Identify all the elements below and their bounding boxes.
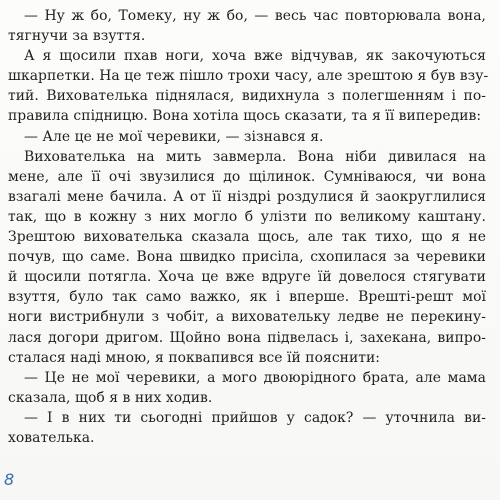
text-line: правила спідницю. Вона хотіла щось сказати, та я її випередив:	[8, 108, 482, 125]
text-line: лася догори дригом. Щойно вона підвелась і, захекана, випро-	[8, 329, 486, 346]
text-line: ноги вистрибнули з чобіт, а виховательку ледве не перекину-	[8, 309, 486, 326]
text-line: — Але це не мої черевики, — зізнався я.	[24, 128, 324, 145]
text-line: тий. Вихователька піднялася, видихнула з полегшенням і по-	[8, 88, 486, 105]
text-line: сказала, щоб я в них ходив.	[8, 389, 213, 406]
text-line: хователька.	[8, 429, 95, 446]
text-line: сталася наді мною, я поквапився все їй пояснити:	[8, 349, 381, 366]
text-line: почув, що саме. Вона швидко присіла, схопилася за черевики	[8, 249, 486, 266]
text-line: тягнучи за взуття.	[8, 28, 146, 45]
text-line: так, що в кожну з них могло б улізти по великому каштану.	[8, 208, 486, 225]
text-line: взуття, було так само важко, як і вперше. Врешті-решт мої	[8, 289, 486, 306]
text-line: шкарпетки. На це теж пішло трохи часу, але зрештою я був взу-	[8, 68, 489, 85]
body-text	[8, 6, 489, 448]
text-line: — І в них ти сьогодні прийшов у садок? — уточнила ви-	[24, 409, 486, 426]
page-number: 8	[4, 470, 15, 489]
text-line: — Ну ж бо, Томеку, ну ж бо, — весь час повторювала вона,	[24, 8, 486, 24]
text-line: — Це не мої черевики, а мого двоюрідного брата, але мама	[24, 369, 486, 386]
text-line: мене, але її очі звузилися до щілинок. Сумніваюся, чи вона	[8, 168, 486, 185]
text-line: й щосили потягла. Хоча це вже вдруге їй довелося стягувати	[8, 269, 486, 286]
text-line: взагалі мене бачила. А от її ніздрі роздулися й заокруглилися	[8, 188, 486, 205]
text-line: Вихователька на мить завмерла. Вона ніби дивилася на	[24, 148, 486, 165]
text-line: Зрештою вихователька сказала щось, але так тихо, що я не	[8, 229, 486, 246]
text-line: А я щосили пхав ноги, хоча вже відчував, як закочуються	[24, 48, 486, 65]
